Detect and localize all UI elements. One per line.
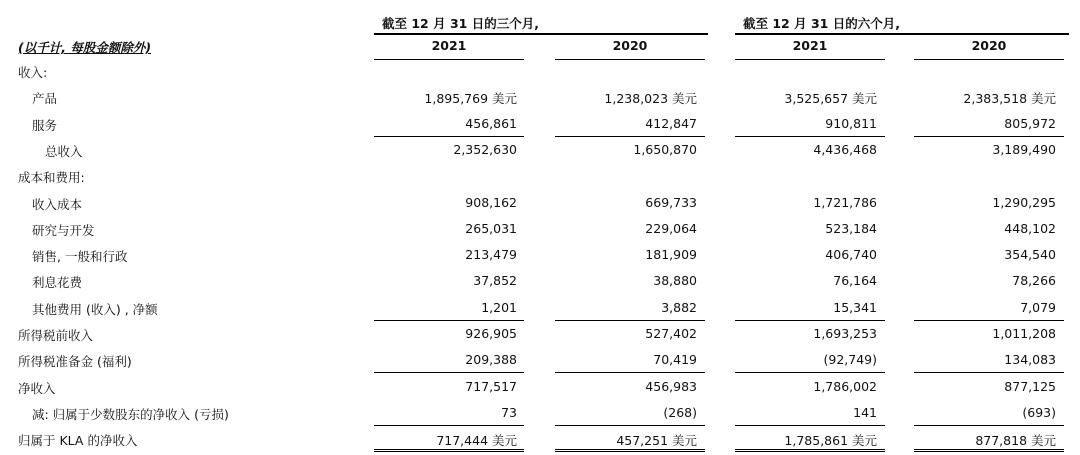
- cell-value: 805,972: [1004, 115, 1056, 131]
- cell-value: 70,419: [653, 352, 697, 368]
- cell-value: 456,861: [465, 115, 517, 131]
- cell-value: 669,733: [645, 194, 697, 210]
- cell-value: 15,341: [833, 299, 877, 315]
- cell-value: 73: [501, 404, 517, 420]
- cell-value: 1,693,253: [813, 326, 877, 341]
- column-header-rule: [374, 59, 524, 60]
- cell-value: 141: [853, 404, 877, 420]
- cell-value: 910,811: [825, 115, 877, 131]
- row-label: 所得税准备金 (福利): [18, 354, 132, 370]
- cell-value: 1,721,786: [813, 194, 877, 210]
- cell-value: 1,238,023 美元: [604, 91, 697, 107]
- row-label: 所得税前收入: [18, 328, 94, 343]
- subtotal-rule: [374, 136, 524, 137]
- subtotal-rule: [914, 320, 1064, 321]
- row-label: 研究与开发: [32, 222, 95, 238]
- column-header-2020-6m: 2020: [971, 38, 1007, 53]
- unit-note: (以千计, 每股金额除外): [18, 40, 152, 55]
- subtotal-rule: [374, 372, 524, 373]
- cell-value: 7,079: [1020, 299, 1056, 315]
- cell-value: 181,909: [645, 247, 697, 263]
- subtotal-rule: [914, 425, 1064, 426]
- cell-value: 3,525,657 美元: [784, 91, 877, 107]
- row-label: 收入:: [18, 65, 48, 80]
- cell-value: 908,162: [465, 194, 517, 210]
- cell-value: 717,517: [465, 378, 517, 394]
- cell-value: 412,847: [645, 115, 697, 131]
- cell-value: 76,164: [833, 273, 877, 289]
- row-label: 服务: [32, 117, 58, 133]
- cell-value: 1,785,861 美元: [784, 433, 877, 449]
- cell-value: 4,436,468: [813, 141, 877, 157]
- subtotal-rule: [735, 136, 885, 137]
- column-header-2021-6m: 2021: [792, 38, 828, 53]
- table-row: [0, 142, 1080, 166]
- cell-value: 1,786,002: [813, 378, 877, 394]
- cell-value: 406,740: [825, 247, 877, 263]
- table-row: [0, 195, 1080, 219]
- column-header-2021-3m: 2021: [431, 38, 467, 53]
- row-label: 净收入: [18, 380, 56, 396]
- cell-value: 523,184: [825, 220, 877, 236]
- cell-value: 448,102: [1004, 220, 1056, 236]
- cell-value: 3,189,490: [992, 141, 1056, 157]
- column-header-rule: [735, 59, 885, 60]
- row-label: 归属于 KLA 的净收入: [18, 433, 138, 449]
- table-row: [0, 89, 1080, 113]
- cell-value: 1,290,295: [992, 194, 1056, 210]
- subtotal-rule: [555, 136, 705, 137]
- cell-value: 877,818 美元: [975, 433, 1056, 449]
- cell-value: 527,402: [645, 326, 697, 341]
- cell-value: 1,011,208: [992, 326, 1056, 341]
- row-label: 产品: [32, 91, 58, 107]
- cell-value: (268): [663, 404, 697, 420]
- cell-value: 926,905: [465, 326, 517, 341]
- cell-value: 78,266: [1012, 273, 1056, 289]
- table-row: [0, 326, 1080, 350]
- cell-value: 37,852: [473, 273, 517, 289]
- cell-value: 38,880: [653, 273, 697, 289]
- row-label: 成本和费用:: [18, 170, 85, 186]
- cell-value: 134,083: [1004, 352, 1056, 368]
- column-header-rule: [914, 59, 1064, 60]
- column-header-2020-3m: 2020: [612, 38, 648, 53]
- subtotal-rule: [735, 320, 885, 321]
- cell-value: 265,031: [465, 220, 517, 236]
- cell-value: (92,749): [823, 352, 877, 368]
- column-header-rule: [555, 59, 705, 60]
- cell-value: 2,383,518 美元: [963, 91, 1056, 107]
- cell-value: 456,983: [645, 378, 697, 394]
- cell-value: 213,479: [465, 247, 517, 263]
- cell-value: 354,540: [1004, 247, 1056, 263]
- subtotal-rule: [735, 425, 885, 426]
- header-group-six-months: 截至 12 月 31 日的六个月,: [743, 16, 900, 31]
- cell-value: 717,444 美元: [436, 433, 517, 449]
- table-row: [0, 273, 1080, 297]
- subtotal-rule: [555, 372, 705, 373]
- subtotal-rule: [735, 372, 885, 373]
- row-label: 销售, 一般和行政: [32, 249, 128, 265]
- subtotal-rule: [914, 136, 1064, 137]
- cell-value: 1,895,769 美元: [424, 91, 517, 107]
- cell-value: (693): [1022, 404, 1056, 420]
- header-group-six-months-rule: [735, 33, 1069, 35]
- subtotal-rule: [374, 425, 524, 426]
- subtotal-rule: [555, 425, 705, 426]
- cell-value: 1,201: [481, 299, 517, 315]
- table-row: [0, 168, 1080, 192]
- cell-value: 229,064: [645, 220, 697, 236]
- header-group-three-months: 截至 12 月 31 日的三个月,: [382, 16, 539, 31]
- row-label: 利息花费: [32, 275, 83, 291]
- table-row: [0, 379, 1080, 403]
- cell-value: 209,388: [465, 352, 517, 368]
- cell-value: 877,125: [1004, 378, 1056, 394]
- table-row: [0, 247, 1080, 271]
- cell-value: 1,650,870: [633, 141, 697, 157]
- row-label: 收入成本: [32, 196, 83, 212]
- cell-value: 2,352,630: [453, 141, 517, 157]
- cell-value: 3,882: [661, 299, 697, 315]
- row-label: 减: 归属于少数股东的净收入 (亏损): [32, 406, 229, 422]
- row-label: 总收入: [45, 143, 83, 159]
- table-row: [0, 221, 1080, 245]
- header-group-three-months-rule: [374, 33, 708, 35]
- row-label: 其他费用 (收入) , 净额: [32, 301, 158, 317]
- table-row: [0, 63, 1080, 87]
- cell-value: 457,251 美元: [616, 433, 697, 449]
- subtotal-rule: [374, 320, 524, 321]
- subtotal-rule: [914, 372, 1064, 373]
- subtotal-rule: [555, 320, 705, 321]
